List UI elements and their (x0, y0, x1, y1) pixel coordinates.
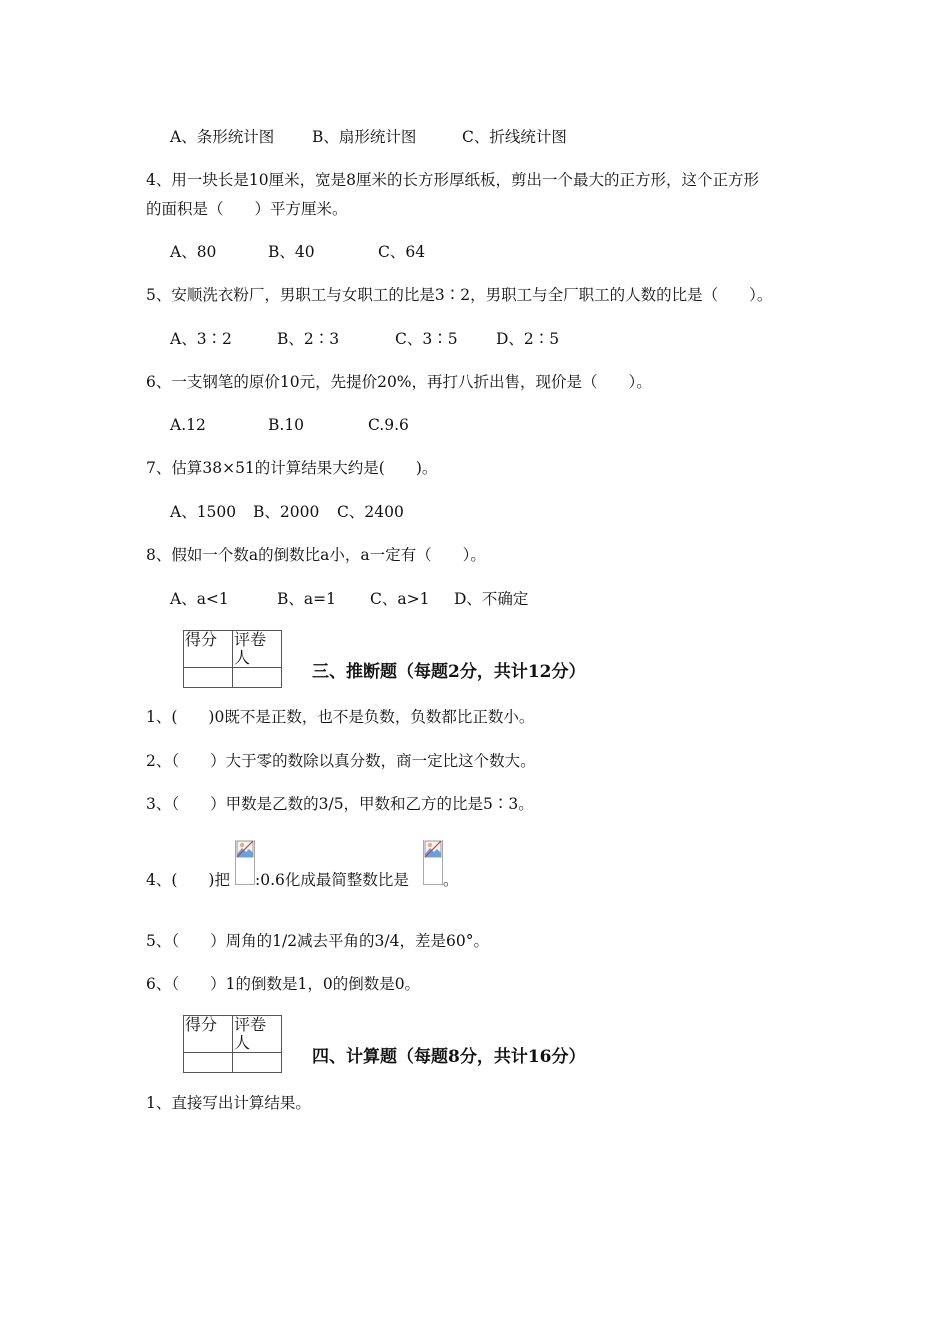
section3-item3: 3、（ ）甲数是乙数的3/5，甲数和乙方的比是5∶3。 (146, 795, 534, 813)
section3-item5: 5、（ ）周角的1/2减去平角的3/4，差是60°。 (146, 932, 489, 950)
score-box-section4 (183, 1015, 282, 1073)
section3-item6: 6、（ ）1的倒数是1，0的倒数是0。 (146, 975, 421, 993)
section3-title: 三、推断题（每题2分，共计12分） (312, 662, 586, 682)
q4-line2: 的面积是（ ）平方厘米。 (146, 200, 348, 218)
q5-option-a: A、3∶2 (170, 330, 232, 348)
q6-option-c: C.9.6 (368, 416, 409, 434)
q3-option-c: C、折线统计图 (462, 128, 567, 146)
score-label: 得分 (184, 1016, 233, 1053)
q6-option-a: A.12 (170, 416, 206, 434)
q8-option-a: A、a<1 (170, 590, 229, 608)
q7-text: 7、估算38×51的计算结果大约是( )。 (146, 459, 438, 477)
q8-text: 8、假如一个数a的倒数比a小，a一定有（ ）。 (146, 546, 486, 564)
broken-image-icon (423, 840, 443, 885)
q5-option-b: B、2∶3 (277, 330, 340, 348)
section3-item4-middle: :0.6化成最简整数比是 (255, 871, 409, 889)
score-label: 得分 (184, 631, 233, 668)
q6-option-b: B.10 (268, 416, 305, 434)
broken-image-icon (235, 840, 255, 885)
q3-option-a: A、条形统计图 (170, 128, 275, 146)
q5-option-c: C、3∶5 (395, 330, 458, 348)
score-cell (184, 1053, 233, 1073)
q5-option-d: D、2∶5 (496, 330, 560, 348)
section3-item4-end: 。 (443, 871, 459, 889)
grader-cell (233, 1053, 282, 1073)
section3-item4-start: 4、( )把 (146, 871, 230, 889)
section3-item1: 1、( )0既不是正数，也不是负数，负数都比正数小。 (146, 708, 535, 726)
q4-option-a: A、80 (170, 243, 217, 261)
score-box-section3 (183, 630, 282, 688)
q5-text: 5、安顺洗衣粉厂，男职工与女职工的比是3∶2，男职工与全厂职工的人数的比是（ ）。 (146, 286, 773, 304)
q7-option-c: C、2400 (337, 503, 404, 521)
section4-item1: 1、直接写出计算结果。 (146, 1094, 311, 1112)
q4-option-c: C、64 (378, 243, 426, 261)
q4-option-b: B、40 (268, 243, 315, 261)
q8-option-c: C、a>1 (370, 590, 430, 608)
grader-cell (233, 668, 282, 688)
q8-option-d: D、不确定 (454, 590, 529, 608)
section4-title: 四、计算题（每题8分，共计16分） (312, 1047, 586, 1067)
q4-line1: 4、用一块长是10厘米，宽是8厘米的长方形厚纸板，剪出一个最大的正方形，这个正方形 (146, 171, 759, 189)
q7-option-a: A、1500 (170, 503, 237, 521)
q6-text: 6、一支钢笔的原价10元，先提价20%，再打八折出售，现价是（ ）。 (146, 373, 652, 391)
q8-option-b: B、a=1 (277, 590, 336, 608)
grader-label: 评卷人 (233, 1016, 282, 1053)
section3-item2: 2、（ ）大于零的数除以真分数，商一定比这个数大。 (146, 752, 536, 770)
q3-option-b: B、扇形统计图 (312, 128, 417, 146)
q7-option-b: B、2000 (253, 503, 320, 521)
score-cell (184, 668, 233, 688)
grader-label: 评卷人 (233, 631, 282, 668)
